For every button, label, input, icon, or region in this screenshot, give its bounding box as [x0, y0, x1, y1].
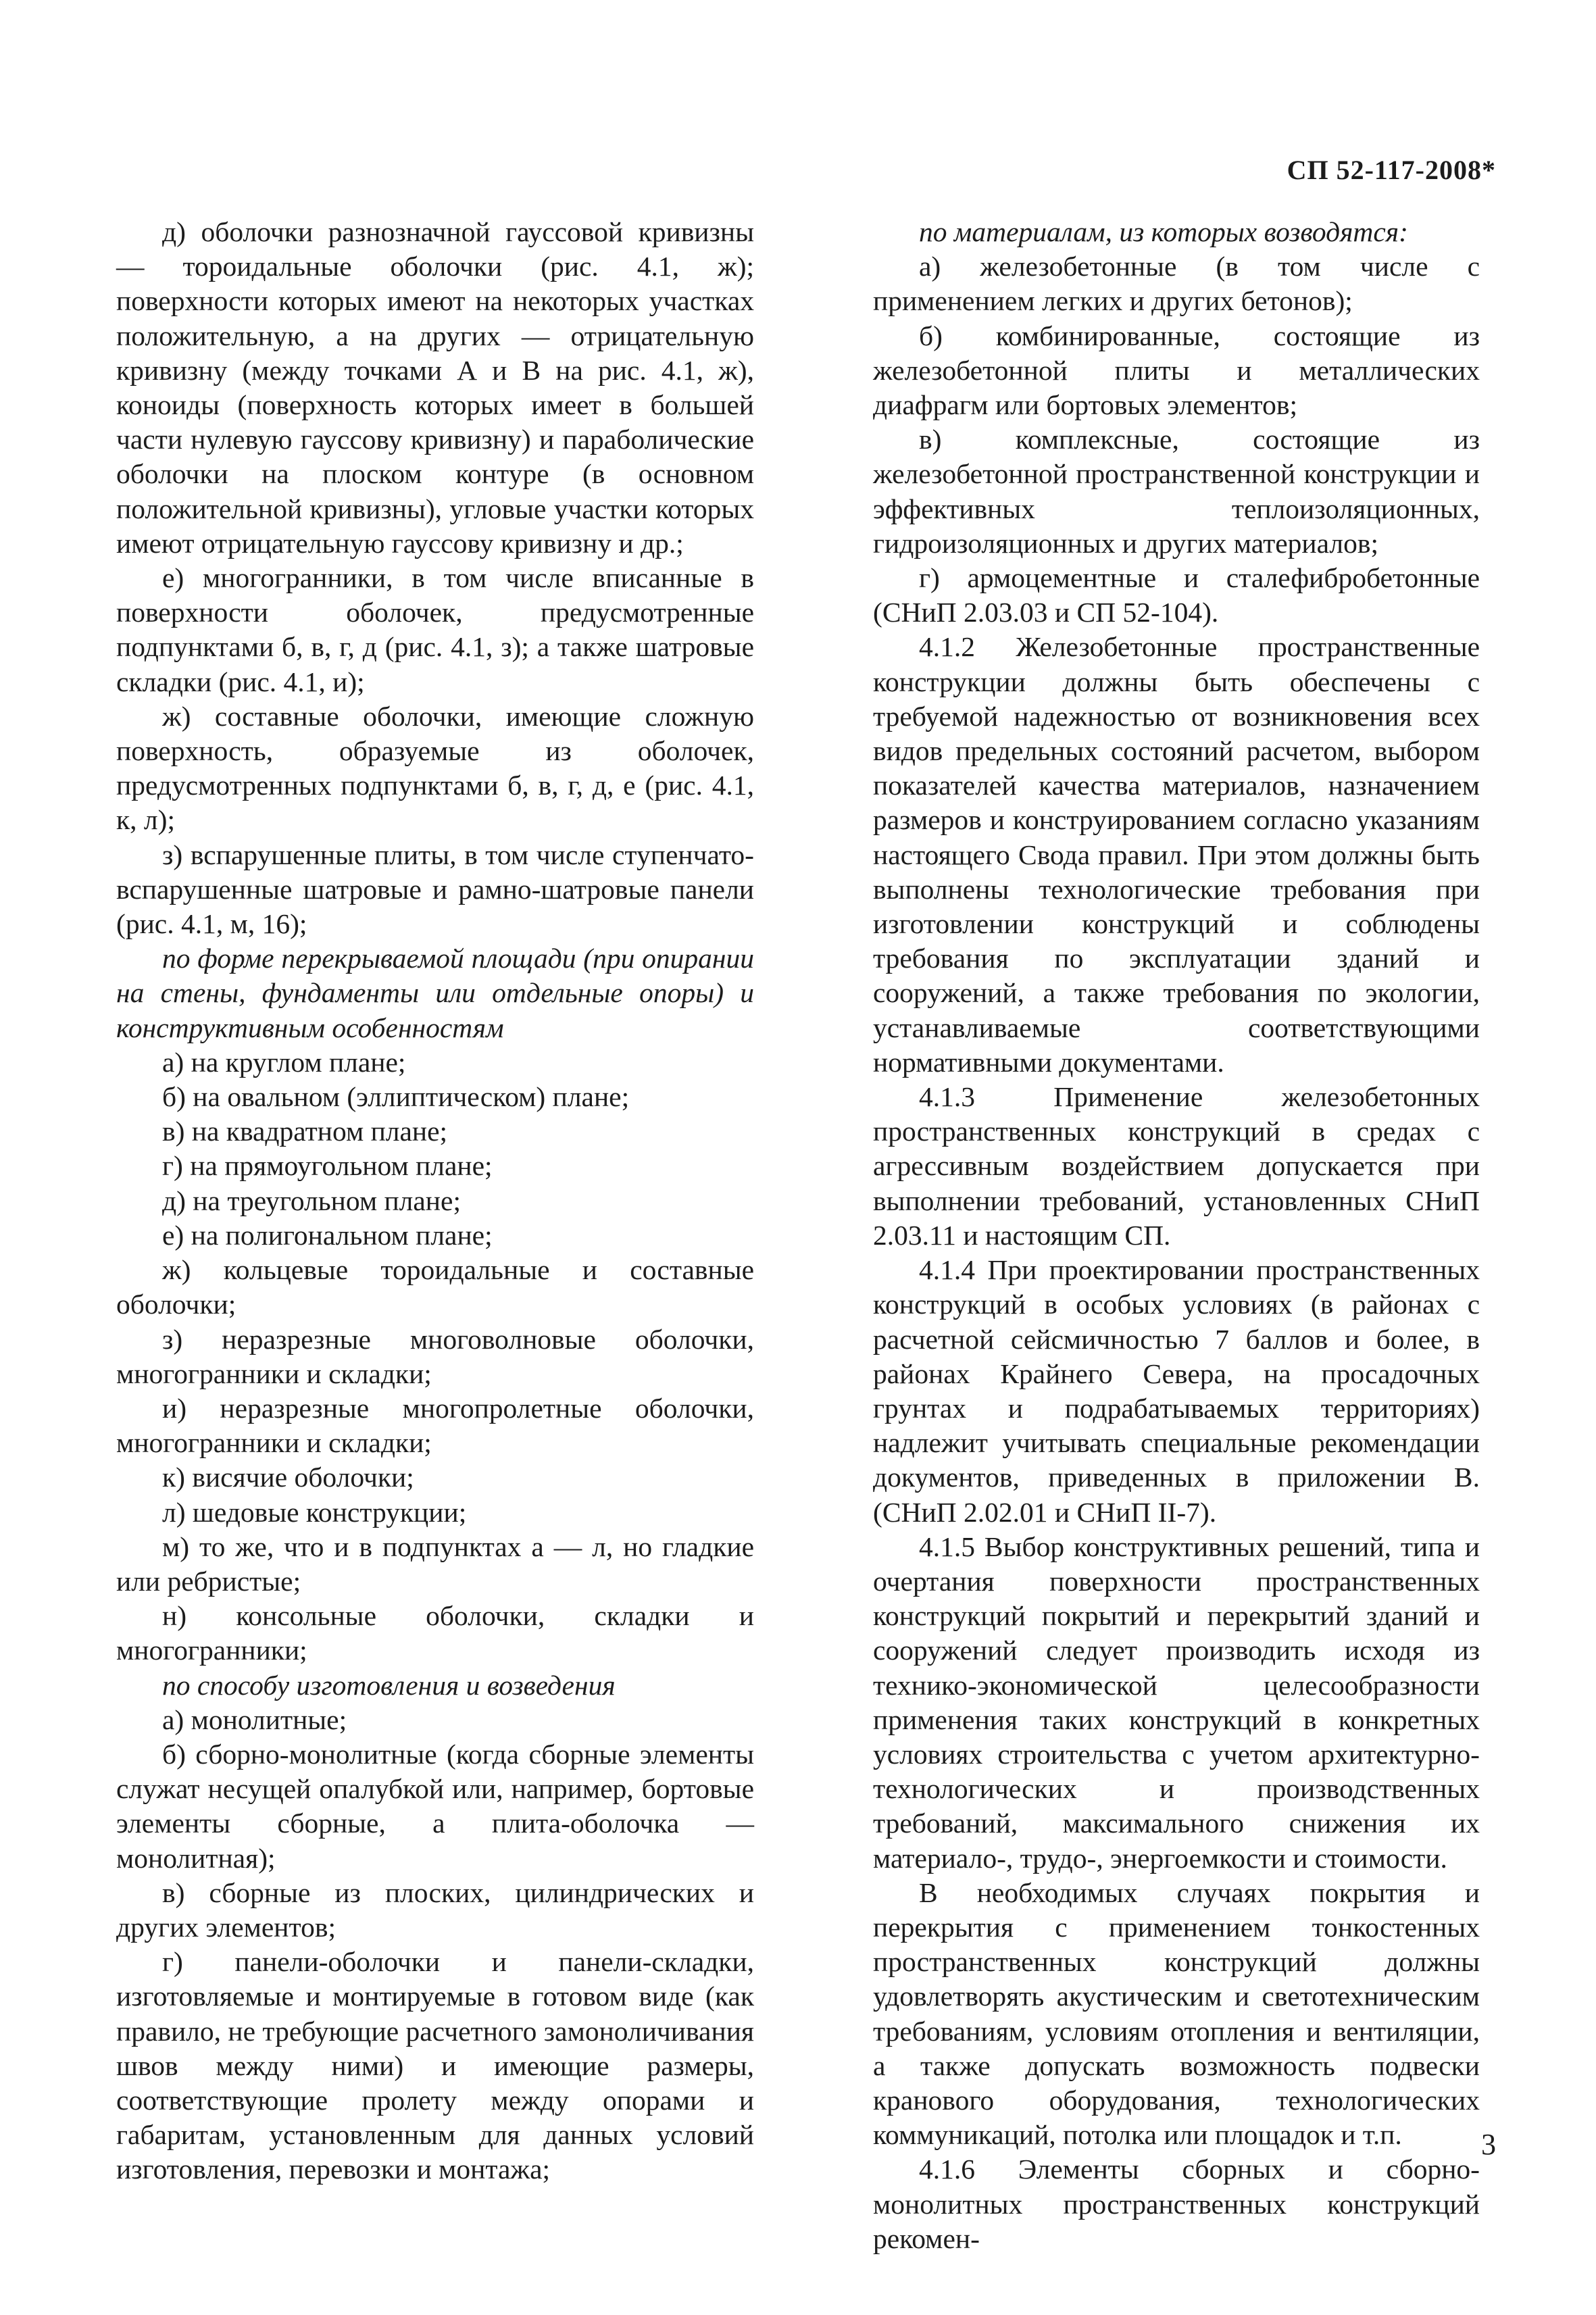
- paragraph: д) на треугольном плане;: [162, 1185, 461, 1216]
- paragraph: 4.1.4 При проектировании пространственных конструкций в особых условиях (в районах с расчетной сейсмичностью 7 баллов и более, в районах Крайнего Севера, на просадочных грунтах и подрабатываемых территориях) надлежит учитывать специальные рекомендации документов, приведенных в приложении В. (СНиП 2.02.01 и СНиП II-7).: [873, 1254, 1480, 1528]
- paragraph: в) на квадратном плане;: [162, 1116, 448, 1147]
- paragraph: г) армоцементные и сталефибробетонные (СНиП 2.03.03 и СП 52-104).: [873, 562, 1480, 628]
- paragraph: е) многогранники, в том числе вписанные в поверхности оболочек, предусмотренные подпунктами б, в, г, д (рис. 4.1, з); а также шатровые складки (рис. 4.1, и);: [116, 562, 754, 697]
- paragraph: 4.1.2 Железобетонные пространственные конструкции должны быть обеспечены с требуемой надежностью от возникновения всех видов предельных состояний расчетом, выбором показателей качества материалов, назначением размеров и конструированием согласно указаниям настоящего Свода правил. При этом должны быть выполнены технологические требования при изготовлении конструкций и соблюдены требования по эксплуатации зданий и сооружений, а также требования по экологии, устанавливаемые соответствующими нормативными документами.: [873, 631, 1480, 1078]
- paragraph: з) неразрезные многоволновые оболочки, многогранники и складки;: [116, 1323, 754, 1389]
- paragraph: 4.1.5 Выбор конструктивных решений, типа и очертания поверхности пространственных конструкций покрытий и перекрытий зданий и сооружений следует производить исходя из технико-экономической целесообразности применения таких конструкций в конкретных условиях строительства с учетом архитектурно-технологических и производственных требований, максимального снижения их материало-, трудо-, энергоемкости и стоимости.: [873, 1530, 1480, 1874]
- paragraph: н) консольные оболочки, складки и многогранники;: [116, 1600, 754, 1666]
- right-column: [873, 215, 1480, 2256]
- paragraph: в) сборные из плоских, цилиндрических и других элементов;: [116, 1876, 754, 1943]
- section-heading: по способу изготовления и возведения: [162, 1669, 616, 1701]
- paragraph: ж) составные оболочки, имеющие сложную поверхность, образуемые из оболочек, предусмотренных подпунктами б, в, г, д, е (рис. 4.1, к, л);: [116, 700, 754, 836]
- paragraph: а) железобетонные (в том числе с применением легких и других бетонов);: [873, 251, 1480, 317]
- document-code: СП 52-117-2008*: [1287, 155, 1496, 185]
- section-heading: по материалам, из которых возводятся:: [919, 216, 1408, 247]
- page-number: 3: [1481, 2128, 1496, 2161]
- paragraph: г) на прямоугольном плане;: [162, 1150, 493, 1182]
- paragraph: л) шедовые конструкции;: [162, 1496, 467, 1528]
- paragraph: ж) кольцевые тороидальные и составные оболочки;: [116, 1254, 754, 1320]
- paragraph: д) оболочки разнозначной гауссовой кривизны — тороидальные оболочки (рис. 4.1, ж); поверхности которых имеют на некоторых участках положительную, а на других — отрицательную кривизну (между точками А и В на рис. 4.1, ж), коноиды (поверхность которых имеет в большей части нулевую гауссову кривизну) и параболические оболочки на плоском контуре (в основном положительной кривизны), угловые участки которых имеют отрицательную гауссову кривизну и др.;: [116, 216, 754, 559]
- paragraph: 4.1.6 Элементы сборных и сборно-монолитных пространственных конструкций рекомен-: [873, 2154, 1480, 2254]
- paragraph: в) комплексные, состоящие из железобетонной пространственной конструкции и эффективных теплоизоляционных, гидроизоляционных и других материалов;: [873, 424, 1480, 559]
- paragraph: и) неразрезные многопролетные оболочки, многогранники и складки;: [116, 1392, 754, 1459]
- paragraph: з) вспарушенные плиты, в том числе ступенчато-вспарушенные шатровые и рамно-шатровые панели (рис. 4.1, м, 16);: [116, 839, 754, 940]
- paragraph: а) монолитные;: [162, 1703, 347, 1735]
- paragraph: б) комбинированные, состоящие из железобетонной плиты и металлических диафрагм или бортовых элементов;: [873, 320, 1480, 421]
- paragraph: 4.1.3 Применение железобетонных пространственных конструкций в средах с агрессивным воздействием допускается при выполнении требований, установленных СНиП 2.03.11 и настоящим СП.: [873, 1081, 1480, 1251]
- paragraph: В необходимых случаях покрытия и перекрытия с применением тонкостенных пространственных конструкций должны удовлетворять акустическим и светотехническим требованиям, условиям отопления и вентиляции, а также допускать возможность подвески кранового оборудования, технологических коммуникаций, потолка или площадок и т.п.: [873, 1876, 1480, 2151]
- section-heading: по форме перекрываемой площади (при опирании на стены, фундаменты или отдельные опоры) и конструктивным особенностям: [116, 943, 754, 1043]
- paragraph: б) сборно-монолитные (когда сборные элементы служат несущей опалубкой или, например, бортовые элементы сборные, а плита-оболочка — монолитная);: [116, 1738, 754, 1874]
- paragraph: к) висячие оболочки;: [162, 1462, 414, 1493]
- left-column: [116, 215, 754, 2187]
- paragraph: е) на полигональном плане;: [162, 1219, 493, 1251]
- paragraph: г) панели-оболочки и панели-складки, изготовляемые и монтируемые в готовом виде (как правило, не требующие расчетного замоноличивания швов между ними) и имеющие размеры, соответствующие пролету между опорами и габаритам, установленным для данных условий изготовления, перевозки и монтажа;: [116, 1946, 754, 2185]
- paragraph: м) то же, что и в подпунктах а — л, но гладкие или ребристые;: [116, 1530, 754, 1597]
- paragraph: а) на круглом плане;: [162, 1046, 406, 1078]
- paragraph: б) на овальном (эллиптическом) плане;: [162, 1081, 630, 1113]
